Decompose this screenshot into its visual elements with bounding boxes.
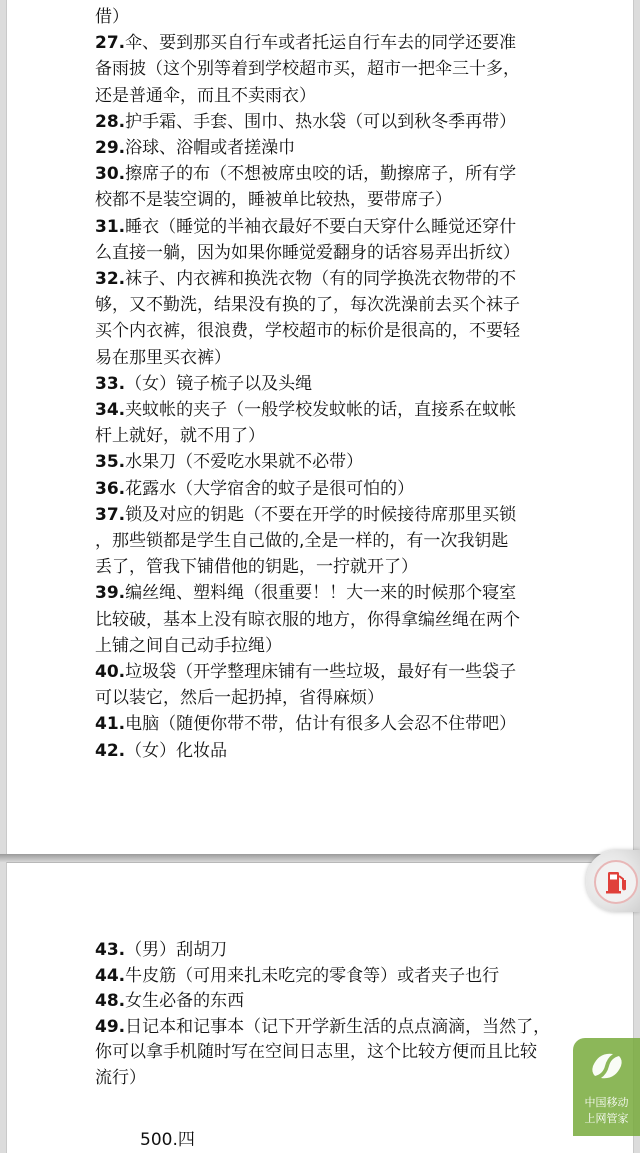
text-line bbox=[95, 267, 620, 291]
text-line bbox=[95, 319, 620, 343]
text-line bbox=[95, 188, 620, 212]
item-number: 43. bbox=[95, 940, 126, 960]
text-line bbox=[95, 162, 620, 186]
item-text: 花露水（大学宿舍的蚊子是很可怕的） bbox=[125, 478, 415, 499]
item-text: 擦席子的布（不想被席虫咬的话，勤擦席子，所有学 bbox=[125, 164, 517, 185]
item-text: 女生必备的东西 bbox=[125, 991, 245, 1011]
text-line bbox=[95, 608, 620, 632]
item-text: 备雨披（这个别等着到学校超市买，超市一把伞三十多， bbox=[95, 59, 520, 80]
text-line bbox=[95, 581, 620, 605]
item-text: 袜子、内衣裤和换洗衣物（有的同学换洗衣物带的不 bbox=[125, 269, 517, 289]
text-line bbox=[95, 555, 620, 579]
text-line bbox=[95, 1040, 620, 1064]
item-text: 水果刀（不爱吃水果就不必带） bbox=[125, 452, 364, 473]
item-number: 34. bbox=[95, 400, 126, 420]
item-number: 27. bbox=[95, 33, 126, 54]
item-text: 日记本和记事本（记下开学新生活的点点滴滴，当然了， bbox=[125, 1016, 551, 1037]
cropped-next-line bbox=[140, 1128, 200, 1138]
text-line bbox=[95, 1015, 620, 1039]
item-text: （女）化妆品 bbox=[125, 740, 228, 761]
text-line bbox=[95, 450, 620, 474]
text-line bbox=[95, 477, 620, 501]
item-number: 48. bbox=[95, 991, 126, 1011]
text-line bbox=[95, 424, 620, 448]
item-number: 29. bbox=[95, 138, 126, 158]
item-number: 40. bbox=[95, 662, 126, 682]
item-text: 杆上就好，就不用了） bbox=[95, 426, 265, 447]
text-line bbox=[95, 686, 620, 710]
item-number: 28. bbox=[95, 111, 126, 132]
item-number: 32. bbox=[95, 269, 126, 289]
item-text: 夹蚊帐的夹子（一般学校发蚊帐的话，直接系在蚊帐 bbox=[125, 400, 517, 420]
item-text: 买个内衣裤，很浪费，学校超市的标价是很高的，不要轻 bbox=[95, 321, 520, 342]
item-text: 借） bbox=[95, 7, 129, 27]
item-text: 上铺之间自己动手拉绳） bbox=[95, 635, 282, 656]
text-line bbox=[95, 989, 620, 1013]
text-line bbox=[95, 660, 620, 684]
text-line bbox=[95, 398, 620, 422]
item-text: 你可以拿手机随时写在空间日志里，这个比较方便而且比较 bbox=[95, 1042, 537, 1062]
item-text: 编丝绳、塑料绳（很重要！！大一来的时候那个寝室 bbox=[125, 583, 517, 604]
text-line bbox=[95, 964, 620, 988]
item-text: 睡衣（睡觉的半袖衣最好不要白天穿什么睡觉还穿什 bbox=[125, 216, 517, 237]
item-number: 33. bbox=[95, 373, 126, 394]
item-text: 还是普通伞，而且不卖雨衣） bbox=[95, 85, 316, 106]
item-text: 伞、要到那买自行车或者托运自行车去的同学还要准 bbox=[125, 33, 517, 54]
item-number: 41. bbox=[95, 714, 126, 735]
text-line bbox=[95, 57, 620, 81]
watermark-line-2: 上网管家 bbox=[584, 1112, 629, 1125]
text-line bbox=[95, 739, 620, 763]
item-number: 35. bbox=[95, 452, 126, 473]
item-number: 44. bbox=[95, 965, 126, 986]
text-line bbox=[95, 293, 620, 317]
china-mobile-logo-icon bbox=[587, 1046, 627, 1086]
text-line bbox=[95, 241, 620, 265]
item-number: 31. bbox=[95, 216, 126, 237]
item-text: （女）镜子梳子以及头绳 bbox=[125, 373, 313, 394]
text-line bbox=[95, 110, 620, 134]
item-text: 护手霜、手套、围巾、热水袋（可以到秋冬季再带） bbox=[125, 111, 517, 132]
text-line bbox=[95, 136, 620, 160]
item-number: 37. bbox=[95, 504, 126, 525]
text-line bbox=[95, 31, 620, 55]
text-line bbox=[95, 84, 620, 108]
item-number: 36. bbox=[95, 478, 126, 499]
item-text: 流行） bbox=[95, 1067, 146, 1088]
item-number: 42. bbox=[95, 740, 126, 761]
item-text: 易在那里买衣裤） bbox=[95, 347, 231, 368]
text-line bbox=[95, 346, 620, 370]
item-number: 30. bbox=[95, 164, 126, 185]
item-text: （男）刮胡刀 bbox=[125, 940, 228, 960]
text-line bbox=[95, 529, 620, 553]
item-text: 够，又不勤洗，结果没有换的了，每次洗澡前去买个袜子 bbox=[95, 295, 520, 316]
fuel-button-ring bbox=[594, 860, 638, 904]
watermark-line-1: 中国移动 bbox=[584, 1096, 629, 1109]
text-line bbox=[95, 634, 620, 658]
item-text: 电脑（随便你带不带，估计有很多人会忍不住带吧） bbox=[125, 714, 517, 735]
text-line bbox=[95, 215, 620, 239]
text-line bbox=[95, 1066, 620, 1090]
item-text: 比较破，基本上没有晾衣服的地方，你得拿编丝绳在两个 bbox=[95, 609, 520, 630]
text-line bbox=[95, 712, 620, 736]
item-text: 么直接一躺，因为如果你睡觉爱翻身的话容易弄出折纹） bbox=[95, 242, 520, 263]
fuel-pump-icon bbox=[596, 862, 636, 902]
item-text: 牛皮筋（可用来扎未吃完的零食等）或者夹子也行 bbox=[125, 965, 500, 986]
item-text: 丢了，管我下铺借他的钥匙，一拧就开了） bbox=[95, 557, 418, 578]
item-number: 39. bbox=[95, 583, 126, 604]
item-text: 锁及对应的钥匙（不要在开学的时候接待席那里买锁 bbox=[125, 504, 517, 525]
item-number: 49. bbox=[95, 1016, 126, 1037]
china-mobile-watermark bbox=[573, 1038, 640, 1136]
item-text: 校都不是装空调的，睡被单比较热，要带席子） bbox=[95, 190, 452, 211]
text-line bbox=[95, 372, 620, 396]
page-separator bbox=[0, 854, 640, 862]
text-line bbox=[95, 938, 620, 962]
item-text: ，那些锁都是学生自己做的,全是一样的，有一次我钥匙 bbox=[95, 531, 509, 551]
item-text: 垃圾袋（开学整理床铺有一些垃圾，最好有一些袋子 bbox=[125, 662, 517, 682]
item-text: 可以装它，然后一起扔掉，省得麻烦） bbox=[95, 688, 384, 709]
text-line bbox=[95, 503, 620, 527]
text-line bbox=[95, 5, 620, 29]
floating-fuel-button[interactable] bbox=[586, 850, 640, 912]
item-text: 浴球、浴帽或者搓澡巾 bbox=[125, 138, 296, 158]
